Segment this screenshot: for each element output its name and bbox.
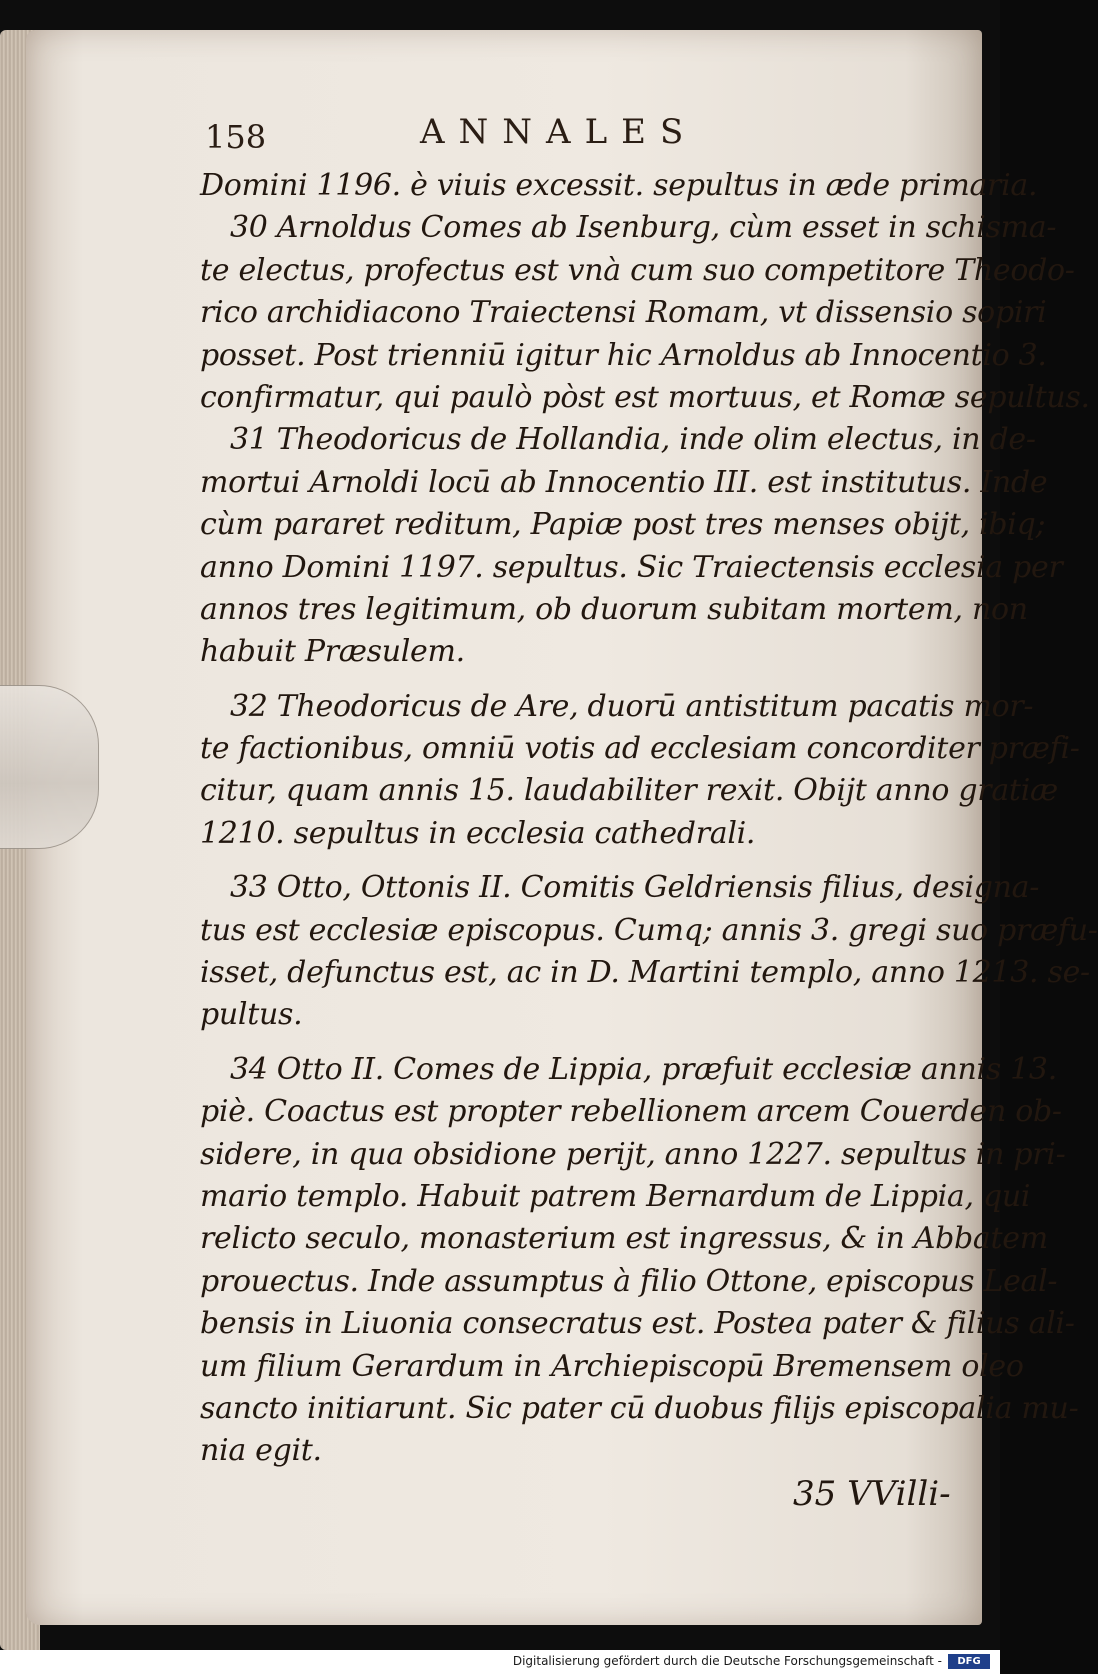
text-line: nia egit. (200, 1433, 322, 1469)
text-line: rico archidiacono Traiectensi Romam, vt dissensio sopiri (200, 295, 1047, 331)
text-line: mario templo. Habuit patrem Bernardum de Lippia, qui (200, 1178, 1031, 1214)
text-line: 31 Theodoricus de Hollandia, inde olim electus, in de- (230, 422, 1036, 458)
text-line: isset, defunctus est, ac in D. Martini templo, anno 1213. se- (200, 955, 1090, 991)
page-number: 158 (205, 118, 267, 156)
text-line: 33 Otto, Ottonis II. Comitis Geldriensis filius, designa- (230, 870, 1040, 906)
text-line: confirmatur, qui paulò pòst est mortuus, et Romæ sepultus. (200, 379, 1090, 415)
text-line: habuit Præsulem. (200, 634, 465, 670)
text-line: posset. Post trienniū igitur hic Arnoldus ab Innocentio 3. (200, 337, 1047, 373)
text-line: Domini 1196. è viuis excessit. sepultus in æde primaria. (200, 168, 1038, 203)
text-line: tus est ecclesiæ episcopus. Cumq; annis 3. gregi suo præfu- (200, 912, 1098, 948)
page-clip (0, 685, 99, 849)
text-line: relicto seculo, monasterium est ingressus, & in Abbatem (200, 1221, 1048, 1257)
text-line: piè. Coactus est propter rebellionem arcem Couerden ob- (200, 1094, 1062, 1130)
text-line: prouectus. Inde assumptus à filio Ottone, episcopus Leal- (200, 1263, 1058, 1299)
text-line: te factionibus, omniū votis ad ecclesiam concorditer præfi- (200, 731, 1080, 767)
text-line: cùm pararet reditum, Papiæ post tres menses obijt, ibiq; (200, 507, 1046, 543)
text-line: 34 Otto II. Comes de Lippia, præfuit ecclesiæ annis 13. (230, 1051, 1057, 1087)
text-line: um filium Gerardum in Archiepiscopū Bremensem oleo (200, 1348, 1024, 1384)
text-line: annos tres legitimum, ob duorum subitam mortem, non (200, 591, 1028, 627)
text-line: sancto initiarunt. Sic pater cū duobus filijs episcopalia mu- (200, 1390, 1079, 1426)
text-line: citur, quam annis 15. laudabiliter rexit. Obijt anno gratiæ (200, 773, 1058, 809)
text-line: anno Domini 1197. sepultus. Sic Traiectensis ecclesia per (200, 549, 1063, 585)
catchword: 35 VVilli- (793, 1474, 951, 1514)
dfg-logo-icon[interactable]: DFG (948, 1654, 990, 1669)
text-line: te electus, profectus est vnà cum suo competitore Theodo- (200, 252, 1075, 288)
running-head: ANNALES (420, 112, 698, 152)
footer-credit: Digitalisierung gefördert durch die Deutsche Forschungsgemeinschaft - (512, 1654, 942, 1668)
text-line: 1210. sepultus in ecclesia cathedrali. (200, 815, 756, 851)
text-line: sidere, in qua obsidione perijt, anno 1227. sepultus in pri- (200, 1136, 1066, 1172)
text-line: 30 Arnoldus Comes ab Isenburg, cùm esset in schisma- (230, 210, 1057, 246)
text-line: 32 Theodoricus de Are, duorū antistitum pacatis mor- (230, 688, 1034, 724)
footer-bar (0, 1650, 1000, 1674)
body-text (200, 165, 1098, 1473)
text-line: mortui Arnoldi locū ab Innocentio III. est institutus. Inde (200, 464, 1048, 500)
text-line: pultus. (200, 997, 303, 1033)
text-line: bensis in Liuonia consecratus est. Postea pater & filius ali- (200, 1306, 1075, 1342)
